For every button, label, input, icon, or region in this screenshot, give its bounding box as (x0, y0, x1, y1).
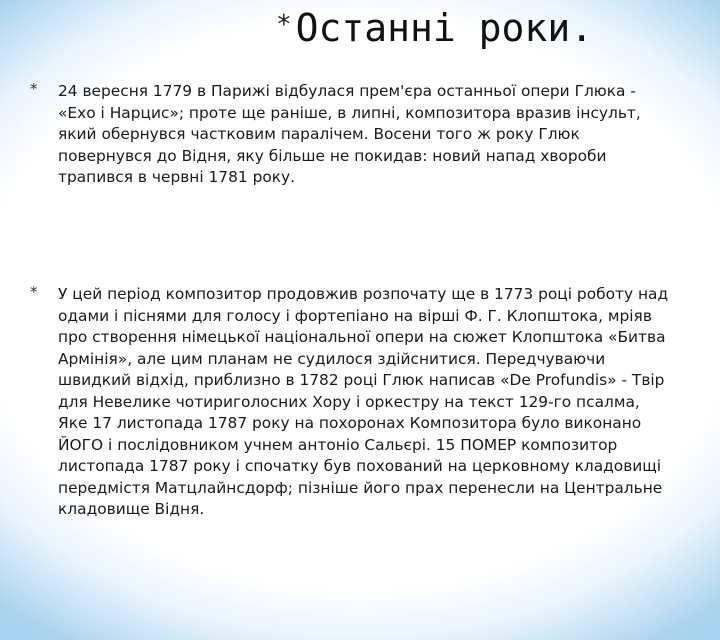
bullet-text: 24 вересня 1779 в Парижі відбулася прем'єра останньої опери Глюка - «Ехо і Нарцис»; проте ще раніше, в липні, композитора вразив інсульт, який обернувся частковим паралічем. Восени того ж року Глюк повернувся до Відня, яку більше не покидав: новий напад хвороби трапився в червні 1781 року. (58, 82, 641, 186)
title-asterisk-icon: * (276, 10, 292, 40)
bullet-asterisk-icon: * (30, 80, 38, 98)
bullet-asterisk-icon: * (30, 283, 38, 301)
bullet-text: У цей період композитор продовжив розпочату ще в 1773 році роботу над одами і піснями для голосу і фортепіано на вірші Ф. Г. Клопштока, мріяв про створення німецької національної опери на сюжет Клопштока «Битва Армінія», але цим планам не судилося здійснитися. Передчуваючи швидкий відхід, приблизно в 1782 році Глюк написав «De Profundis» - Твір для Невелике чотириголосних Хору і оркестру на текст 129-го псалма, Яке 17 листопада 1787 року на похоронах Композитора було виконано ЙОГО і послідовником учнем антоніо Сальєрі. 15 ПОМЕР композитор листопада 1787 року і спочатку був похований на церковному кладовищі передмістя Матцлайнсдорф; пізніше його прах перенесли на Центральне кладовище Відня. (58, 285, 669, 518)
slide-title (276, 6, 716, 50)
bullet-item (30, 81, 670, 189)
slide-title-text: Останні роки. (295, 6, 594, 50)
bullet-item (30, 284, 670, 521)
